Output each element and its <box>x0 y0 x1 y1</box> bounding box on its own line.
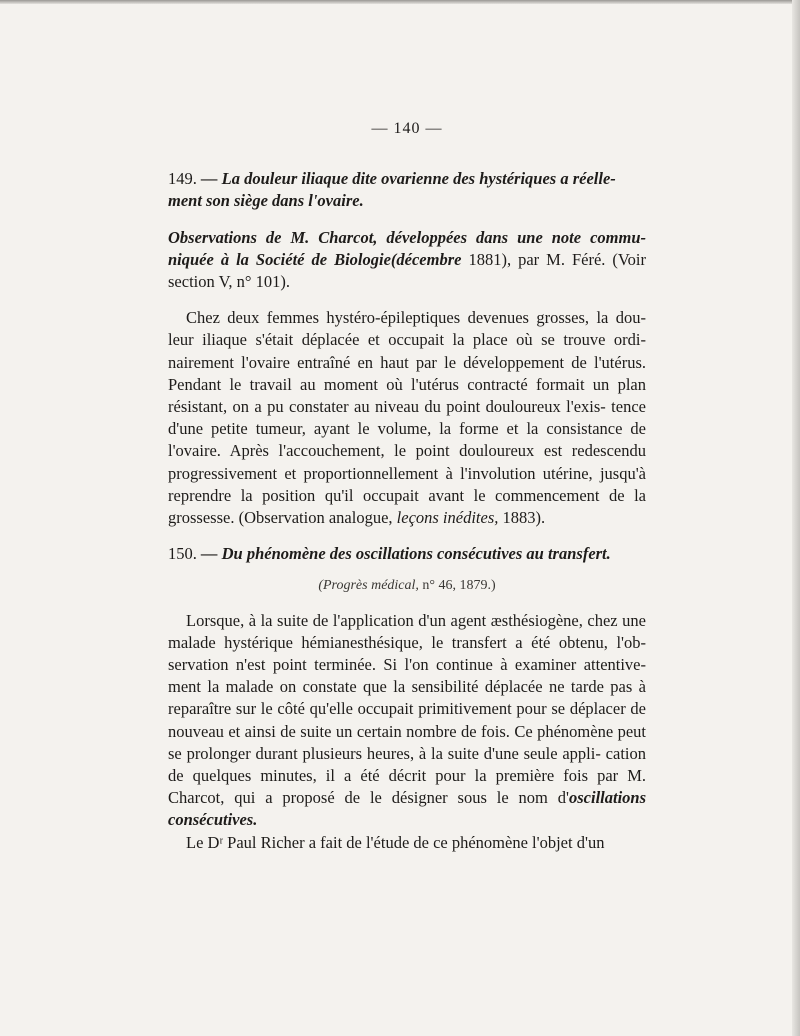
source-italic: (Progrès médical, <box>318 578 419 594</box>
section-150-title: — Du phénomène des oscillations consécutives au transfert. <box>201 544 611 564</box>
observations-date: (décembre <box>390 249 462 269</box>
section-150-heading <box>168 543 646 565</box>
observations-italic: Observations de M. Charcot, développées dans une note commu- niquée à la Société de Biologie <box>168 227 646 269</box>
section-149-number: 149. <box>168 169 197 189</box>
paragraph-3-text: Le Dʳ Paul Richer a fait de l'étude de ce phénomène l'objet d'un <box>186 832 605 852</box>
paragraph-1-italic: leçons inédites, <box>396 508 499 528</box>
paragraph-1 <box>168 307 646 529</box>
section-150-source <box>168 575 646 597</box>
paragraph-2 <box>168 610 646 832</box>
section-150-number: 150. <box>168 544 197 564</box>
section-149-title-line2: ment son siège dans l'ovaire. <box>168 191 364 211</box>
observations-rest: 1881), par M. Féré. (Voir section V, n° 101). <box>168 249 647 292</box>
source-rest: n° 46, 1879.) <box>418 578 496 594</box>
paragraph-2-text: Lorsque, à la suite de l'application d'un agent æsthésiogène, chez une malade hystérique hémianesthésique, le transfert a été obtenu, l'ob- servation n'est point terminée. Si l'on continue à examiner attentive- ment la malade on constate que la sensibilité déplacée ne tarde pas à reparaître sur le côté qu'elle occupait primitivement pour se déplacer de nouveau et ainsi de suite un certain nombre de fois. Ce phénomène peut se prolonger durant plusieurs heures, à la suite d'une seule appli- cation de quelques minutes, il a été décrit pour la première fois par M. Charcot, qui a proposé de le désigner sous le nom d' <box>168 610 646 808</box>
page-right-edge <box>792 0 800 1036</box>
section-149-title-line1: — La douleur iliaque dite ovarienne des hystériques a réelle- <box>201 169 616 189</box>
book-page <box>168 118 646 854</box>
page-top-edge <box>0 0 800 4</box>
paragraph-2-italic: oscillations consécutives. <box>168 788 646 830</box>
page-number: — 140 — <box>371 120 443 137</box>
paragraph-3 <box>168 832 646 854</box>
paragraph-1-text: Chez deux femmes hystéro-épileptiques devenues grosses, la dou- leur iliaque s'était déplacée et occupait la place où se trouve ordi- nairement l'ovaire entraîné en haut par le développement de l'utérus. Pendant le travail au moment où l'utérus contracté formait un plan résistant, on a pu constater au niveau du point douloureux l'exis- tence d'une petite tumeur, ayant le volume, la forme et la consistance de l'ovaire. Après l'accouchement, le point douloureux est redescendu progressivement et proportionnellement à l'involution utérine, jusqu'à reprendre la position qu'il occupait avant le commencement de la grossesse. (Observation analogue, <box>168 308 646 528</box>
paragraph-1-end: 1883). <box>498 508 546 528</box>
observations-note <box>168 227 646 294</box>
section-149-heading <box>168 168 646 212</box>
